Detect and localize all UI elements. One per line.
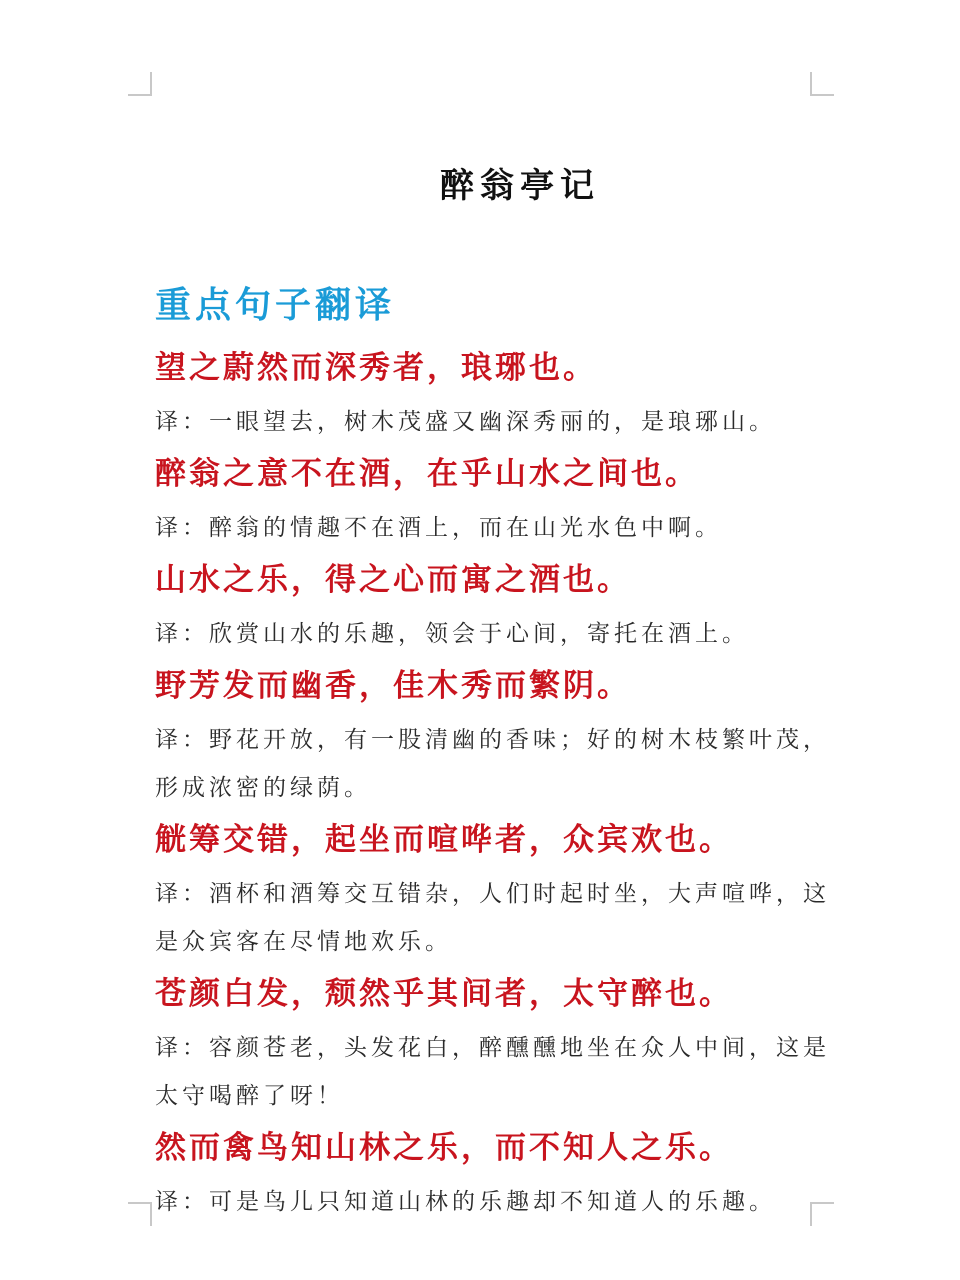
key-sentence: 苍颜白发，颓然乎其间者，太守醉也。 [155, 976, 733, 1012]
sentence-translation: 译：一眼望去，树木茂盛又幽深秀丽的，是琅琊山。 [155, 409, 776, 435]
sentence-item [155, 662, 835, 812]
sentence-item [155, 556, 835, 658]
sentence-translation: 译：酒杯和酒筹交互错杂，人们时起时坐，大声喧哗，这是众宾客在尽情地欢乐。 [155, 881, 830, 955]
page-corner-mark-bottom-left [128, 1202, 152, 1226]
key-sentence: 然而禽鸟知山林之乐，而不知人之乐。 [155, 1130, 733, 1166]
sentence-translation: 译：野花开放，有一股清幽的香味；好的树木枝繁叶茂，形成浓密的绿荫。 [155, 727, 830, 801]
document-title: 醉翁亭记 [440, 166, 600, 206]
sentence-item [155, 970, 835, 1120]
key-sentence: 野芳发而幽香，佳木秀而繁阴。 [155, 668, 631, 704]
key-sentence: 望之蔚然而深秀者，琅琊也。 [155, 350, 597, 386]
document-body [155, 280, 835, 1230]
key-sentence: 醉翁之意不在酒，在乎山水之间也。 [155, 456, 699, 492]
page-corner-mark-top-right [810, 72, 834, 96]
key-sentence: 觥筹交错，起坐而喧哗者，众宾欢也。 [155, 822, 733, 858]
sentence-translation: 译：醉翁的情趣不在酒上，而在山光水色中啊。 [155, 515, 722, 541]
sentence-translation: 译：容颜苍老，头发花白，醉醺醺地坐在众人中间，这是太守喝醉了呀！ [155, 1035, 830, 1109]
page-corner-mark-top-left [128, 72, 152, 96]
sentence-translation: 译：欣赏山水的乐趣，领会于心间，寄托在酒上。 [155, 621, 749, 647]
sentence-translation: 译：可是鸟儿只知道山林的乐趣却不知道人的乐趣。 [155, 1189, 776, 1215]
sentence-item [155, 450, 835, 552]
sentence-item [155, 344, 835, 446]
key-sentence: 山水之乐，得之心而寓之酒也。 [155, 562, 631, 598]
sentence-item [155, 1124, 835, 1226]
section-heading: 重点句子翻译 [155, 284, 396, 326]
sentence-item [155, 816, 835, 966]
